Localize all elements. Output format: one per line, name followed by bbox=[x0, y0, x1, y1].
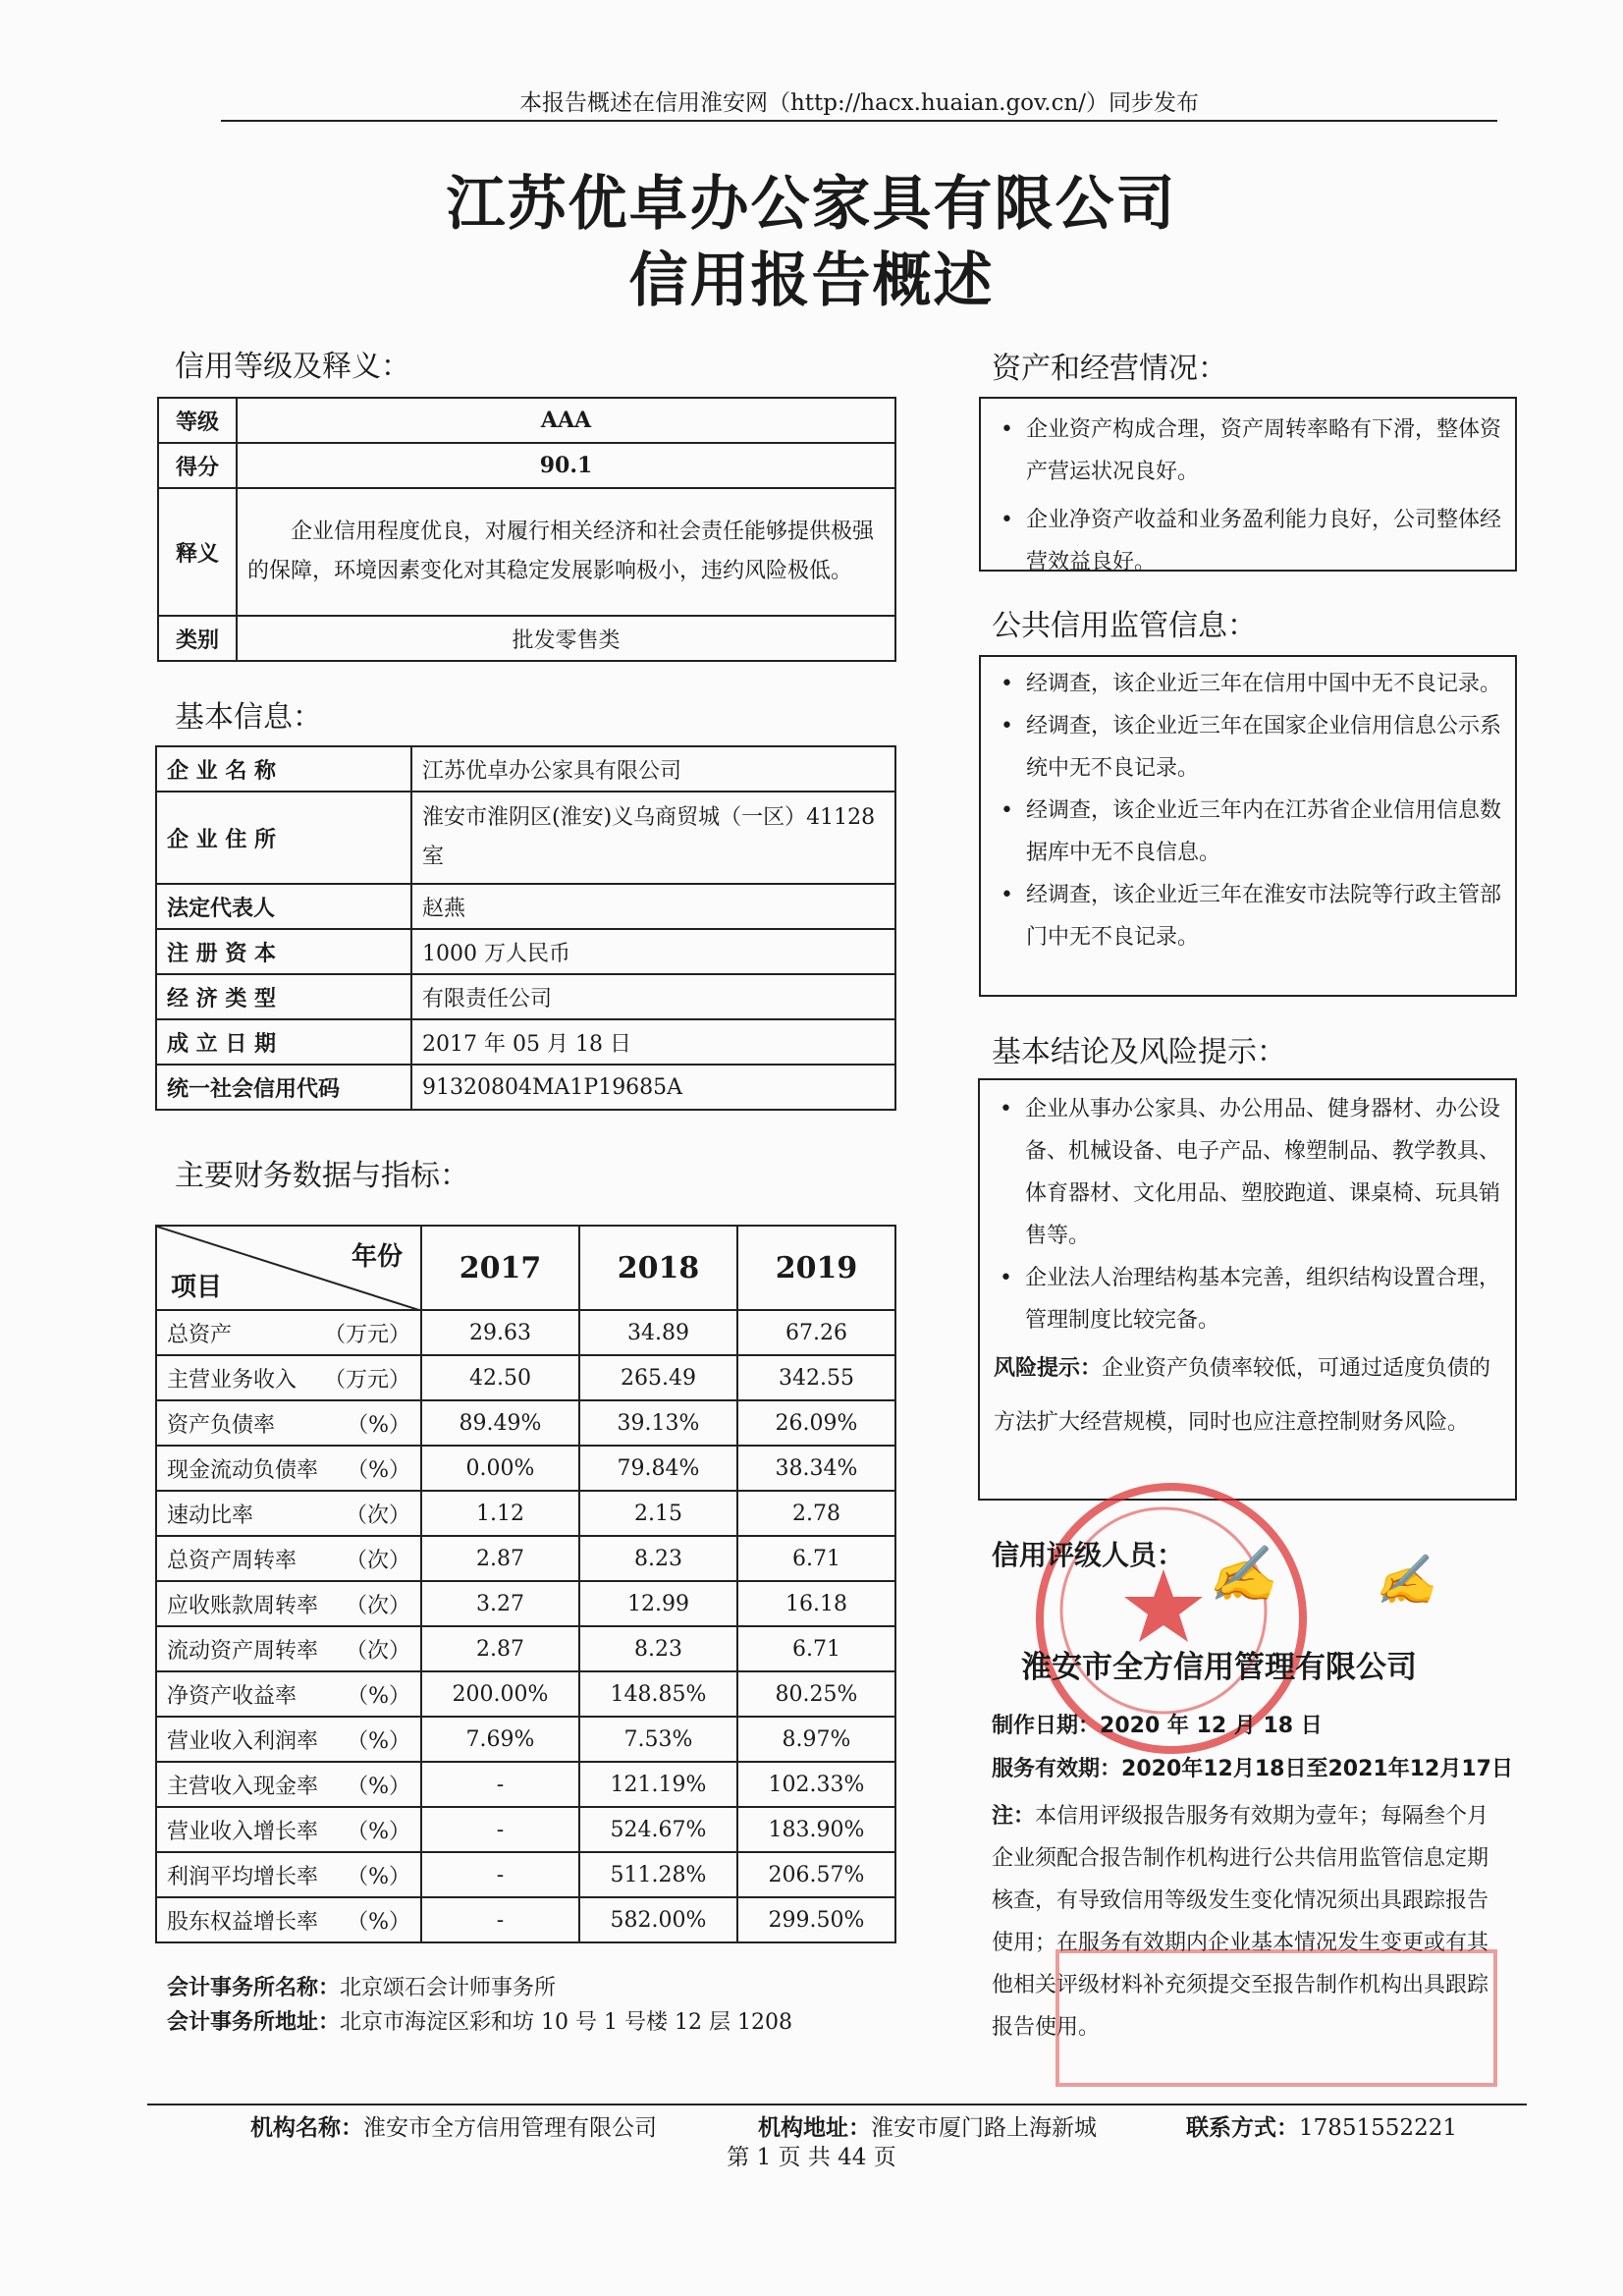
finance-value: 2.15 bbox=[579, 1491, 737, 1536]
note-text: 本信用评级报告服务有效期为壹年；每隔叁个月企业须配合报告制作机构进行公共信用监管信息定期核查，有导致信用等级发生变化情况须出具跟踪报告使用；在服务有效期内企业基本情况发生变更或有其他相关评级材料补充须提交至报告制作机构出具跟踪报告使用。 bbox=[992, 1804, 1489, 2040]
finance-corner-cell bbox=[156, 1226, 421, 1310]
risk-text-block bbox=[986, 1341, 1501, 1449]
table-row bbox=[156, 1536, 895, 1581]
table-row bbox=[156, 1852, 895, 1897]
validity-period: 2020年12月18日至2021年12月17日 bbox=[1121, 1757, 1513, 1781]
auditor-address: 北京市海淀区彩和坊 10 号 1 号楼 12 层 1208 bbox=[340, 2010, 792, 2035]
finance-item bbox=[156, 1852, 421, 1897]
basic-value: 有限责任公司 bbox=[411, 974, 895, 1019]
public-item: • 经调查，该企业近三年在淮安市法院等行政主管部门中无不良记录。 bbox=[987, 874, 1501, 958]
table-row bbox=[156, 1762, 895, 1807]
finance-item-name: 营业收入利润率 bbox=[167, 1728, 319, 1754]
table-row bbox=[156, 1807, 895, 1852]
finance-value: 89.49% bbox=[421, 1400, 579, 1446]
footer-rule bbox=[147, 2104, 1527, 2105]
finance-value: 12.99 bbox=[579, 1581, 737, 1626]
basic-value: 江苏优卓办公家具有限公司 bbox=[411, 746, 895, 792]
finance-item-name: 总资产周转率 bbox=[167, 1548, 298, 1573]
year-header: 2019 bbox=[737, 1226, 895, 1310]
basic-label: 统一社会信用代码 bbox=[156, 1065, 411, 1110]
assets-heading: 资产和经营情况： bbox=[992, 352, 1227, 386]
basic-label: 企 业 名 称 bbox=[156, 746, 411, 792]
finance-value: 42.50 bbox=[421, 1355, 579, 1400]
assets-box bbox=[979, 397, 1517, 572]
finance-item-name: 股东权益增长率 bbox=[167, 1909, 319, 1935]
production-date: 2020 年 12 月 18 日 bbox=[1100, 1714, 1323, 1738]
finance-value: 148.85% bbox=[579, 1671, 737, 1717]
finance-rows bbox=[156, 1310, 895, 1942]
validity-label: 服务有效期： bbox=[992, 1757, 1122, 1781]
grade-value: AAA bbox=[237, 398, 895, 443]
assets-item: • 企业净资产收益和业务盈利能力良好，公司整体经营效益良好。 bbox=[987, 499, 1501, 583]
grade-label: 等级 bbox=[158, 398, 237, 443]
production-date-line bbox=[992, 1709, 1323, 1739]
public-item: • 经调查，该企业近三年在国家企业信用信息公示系统中无不良记录。 bbox=[987, 705, 1501, 790]
finance-value: 0.00% bbox=[421, 1446, 579, 1491]
basic-heading: 基本信息： bbox=[175, 700, 322, 735]
footer-contact bbox=[1186, 2109, 1457, 2142]
table-row bbox=[156, 1671, 895, 1717]
finance-item bbox=[156, 1897, 421, 1942]
basic-label: 企 业 住 所 bbox=[156, 792, 411, 884]
finance-value: 6.71 bbox=[737, 1536, 895, 1581]
finance-value: 80.25% bbox=[737, 1671, 895, 1717]
page-number: 第 1 页 共 44 页 bbox=[727, 2145, 896, 2170]
finance-heading: 主要财务数据与指标： bbox=[175, 1159, 469, 1193]
footer-contact-value: 17851552221 bbox=[1299, 2115, 1457, 2141]
score-value: 90.1 bbox=[237, 443, 895, 488]
finance-value: - bbox=[421, 1897, 579, 1942]
finance-item-name: 资产负债率 bbox=[167, 1412, 276, 1438]
production-date-label: 制作日期： bbox=[992, 1714, 1101, 1738]
auditor-name-label: 会计事务所名称： bbox=[167, 1976, 341, 2000]
basic-value: 91320804MA1P19685A bbox=[411, 1065, 895, 1110]
rating-table bbox=[157, 397, 896, 662]
finance-item-unit: （%） bbox=[347, 1774, 410, 1799]
finance-item-unit: （%） bbox=[347, 1683, 410, 1709]
corner-item-label: 项目 bbox=[171, 1273, 223, 1302]
table-row bbox=[156, 1626, 895, 1671]
finance-value: 34.89 bbox=[579, 1310, 737, 1355]
category-value: 批发零售类 bbox=[237, 616, 895, 661]
public-box bbox=[979, 655, 1517, 997]
finance-value: - bbox=[421, 1807, 579, 1852]
basic-value: 1000 万人民币 bbox=[411, 929, 895, 974]
finance-value: 79.84% bbox=[579, 1446, 737, 1491]
finance-value: 102.33% bbox=[737, 1762, 895, 1807]
basic-label: 经 济 类 型 bbox=[156, 974, 411, 1019]
table-row bbox=[156, 1310, 895, 1355]
basic-label: 法定代表人 bbox=[156, 884, 411, 929]
rating-heading: 信用等级及释义： bbox=[175, 350, 410, 384]
basic-label: 注 册 资 本 bbox=[156, 929, 411, 974]
basic-value: 淮安市淮阴区(淮安)义乌商贸城（一区）41128 室 bbox=[411, 792, 895, 884]
basic-value: 赵燕 bbox=[411, 884, 895, 929]
public-item: • 经调查，该企业近三年在信用中国中无不良记录。 bbox=[987, 663, 1501, 705]
footer-contact-label: 联系方式： bbox=[1186, 2115, 1299, 2141]
header-note: 本报告概述在信用淮安网（http://hacx.huaian.gov.cn/）同步发布 bbox=[518, 90, 1200, 116]
basic-table bbox=[155, 745, 896, 1111]
finance-value: 7.53% bbox=[579, 1717, 737, 1762]
rater-signature-1: ✍ bbox=[1208, 1543, 1276, 1607]
finance-item-name: 净资产收益率 bbox=[167, 1683, 298, 1709]
finance-item-name: 主营收入现金率 bbox=[167, 1774, 319, 1799]
finance-value: 511.28% bbox=[579, 1852, 737, 1897]
finance-item bbox=[156, 1762, 421, 1807]
category-label: 类别 bbox=[158, 616, 237, 661]
finance-value: 6.71 bbox=[737, 1626, 895, 1671]
corner-year-label: 年份 bbox=[351, 1242, 403, 1272]
finance-value: 582.00% bbox=[579, 1897, 737, 1942]
seal-star-icon bbox=[1044, 1491, 1283, 1730]
note-label: 注： bbox=[992, 1804, 1036, 1829]
finance-item-name: 主营业务收入 bbox=[167, 1367, 298, 1393]
finance-value: 67.26 bbox=[737, 1310, 895, 1355]
finance-item bbox=[156, 1355, 421, 1400]
finance-value: 16.18 bbox=[737, 1581, 895, 1626]
finance-item-unit: （次） bbox=[345, 1638, 410, 1664]
finance-item bbox=[156, 1626, 421, 1671]
finance-value: - bbox=[421, 1762, 579, 1807]
auditor-name: 北京颂石会计师事务所 bbox=[340, 1976, 557, 2000]
conclusion-item: • 企业法人治理结构基本完善，组织结构设置合理，管理制度比较完备。 bbox=[986, 1257, 1501, 1341]
finance-value: 39.13% bbox=[579, 1400, 737, 1446]
finance-value: 3.27 bbox=[421, 1581, 579, 1626]
footer-org-value: 淮安市全方信用管理有限公司 bbox=[363, 2115, 657, 2141]
finance-item-name: 现金流动负债率 bbox=[167, 1457, 319, 1483]
footer-addr-label: 机构地址： bbox=[758, 2115, 871, 2141]
footer-addr-value: 淮安市厦门路上海新城 bbox=[871, 2115, 1097, 2141]
public-item: • 经调查，该企业近三年内在江苏省企业信用信息数据库中无不良信息。 bbox=[987, 790, 1501, 874]
finance-item-unit: （%） bbox=[347, 1457, 410, 1483]
finance-item-unit: （次） bbox=[345, 1593, 410, 1618]
finance-item-name: 流动资产周转率 bbox=[167, 1638, 319, 1664]
basic-value: 2017 年 05 月 18 日 bbox=[411, 1019, 895, 1065]
finance-item bbox=[156, 1671, 421, 1717]
footer-addr bbox=[758, 2109, 1097, 2142]
risk-label: 风险提示： bbox=[994, 1356, 1103, 1381]
meaning-text: 企业信用程度优良，对履行相关经济和社会责任能够提供极强的保障，环境因素变化对其稳定发展影响极小，违约风险极低。 bbox=[237, 488, 895, 616]
finance-table bbox=[155, 1225, 896, 1943]
finance-item-unit: （万元） bbox=[323, 1367, 410, 1393]
finance-value: 524.67% bbox=[579, 1807, 737, 1852]
finance-item-name: 营业收入增长率 bbox=[167, 1819, 319, 1844]
company-title: 江苏优卓办公家具有限公司 bbox=[446, 170, 1177, 239]
finance-item-unit: （%） bbox=[347, 1909, 410, 1935]
finance-item-name: 利润平均增长率 bbox=[167, 1864, 319, 1889]
finance-value: 38.34% bbox=[737, 1446, 895, 1491]
finance-item bbox=[156, 1717, 421, 1762]
finance-item bbox=[156, 1536, 421, 1581]
finance-value: - bbox=[421, 1852, 579, 1897]
finance-value: 26.09% bbox=[737, 1400, 895, 1446]
risk-text: 企业资产负债率较低，可通过适度负债的方法扩大经营规模，同时也应注意控制财务风险。 bbox=[994, 1356, 1491, 1435]
finance-item bbox=[156, 1581, 421, 1626]
conclusion-heading: 基本结论及风险提示： bbox=[992, 1035, 1286, 1069]
finance-value: 8.23 bbox=[579, 1626, 737, 1671]
meaning-label: 释义 bbox=[158, 488, 237, 616]
score-label: 得分 bbox=[158, 443, 237, 488]
header-rule bbox=[221, 120, 1497, 122]
table-row bbox=[156, 1897, 895, 1942]
report-title: 信用报告概述 bbox=[628, 246, 995, 315]
finance-value: 200.00% bbox=[421, 1671, 579, 1717]
table-row bbox=[156, 1400, 895, 1446]
finance-item-name: 应收账款周转率 bbox=[167, 1593, 319, 1618]
rater-company: 淮安市全方信用管理有限公司 bbox=[1021, 1650, 1417, 1685]
finance-item-unit: （%） bbox=[347, 1864, 410, 1889]
finance-value: 8.23 bbox=[579, 1536, 737, 1581]
finance-value: 29.63 bbox=[421, 1310, 579, 1355]
assets-item: • 企业资产构成合理，资产周转率略有下滑，整体资产营运状况良好。 bbox=[987, 409, 1501, 493]
finance-item-unit: （万元） bbox=[323, 1322, 410, 1347]
finance-value: 1.12 bbox=[421, 1491, 579, 1536]
contact-stamp bbox=[1055, 1949, 1497, 2087]
finance-item bbox=[156, 1400, 421, 1446]
finance-item-unit: （%） bbox=[347, 1819, 410, 1844]
raters-label: 信用评级人员： bbox=[992, 1539, 1185, 1571]
table-row bbox=[156, 1491, 895, 1536]
auditor-address-label: 会计事务所地址： bbox=[167, 2010, 341, 2035]
finance-value: 2.87 bbox=[421, 1626, 579, 1671]
conclusion-box bbox=[978, 1078, 1517, 1501]
footer-org-label: 机构名称： bbox=[250, 2115, 363, 2141]
basic-label: 成 立 日 期 bbox=[156, 1019, 411, 1065]
finance-value: 8.97% bbox=[737, 1717, 895, 1762]
finance-item bbox=[156, 1491, 421, 1536]
auditor-address-line bbox=[167, 2005, 792, 2036]
finance-item-unit: （次） bbox=[345, 1503, 410, 1528]
finance-item-unit: （次） bbox=[345, 1548, 410, 1573]
year-header: 2018 bbox=[579, 1226, 737, 1310]
finance-item-name: 速动比率 bbox=[167, 1503, 254, 1528]
footer-org bbox=[250, 2109, 657, 2142]
finance-value: 342.55 bbox=[737, 1355, 895, 1400]
finance-value: 7.69% bbox=[421, 1717, 579, 1762]
finance-value: 2.87 bbox=[421, 1536, 579, 1581]
conclusion-item: • 企业从事办公家具、办公用品、健身器材、办公设备、机械设备、电子产品、橡塑制品、教学教具、体育器材、文化用品、塑胶跑道、课桌椅、玩具销售等。 bbox=[986, 1088, 1501, 1257]
finance-item-name: 总资产 bbox=[167, 1322, 233, 1347]
table-row bbox=[156, 1717, 895, 1762]
finance-item-unit: （%） bbox=[347, 1412, 410, 1438]
finance-item bbox=[156, 1807, 421, 1852]
table-row bbox=[156, 1446, 895, 1491]
public-heading: 公共信用监管信息： bbox=[992, 609, 1257, 643]
finance-item bbox=[156, 1310, 421, 1355]
table-row bbox=[156, 1355, 895, 1400]
finance-value: 121.19% bbox=[579, 1762, 737, 1807]
finance-item-unit: （%） bbox=[347, 1728, 410, 1754]
finance-value: 299.50% bbox=[737, 1897, 895, 1942]
finance-value: 183.90% bbox=[737, 1807, 895, 1852]
auditor-name-line bbox=[167, 1971, 556, 2001]
year-header: 2017 bbox=[421, 1226, 579, 1310]
finance-value: 265.49 bbox=[579, 1355, 737, 1400]
rater-signature-2: ✍ bbox=[1375, 1552, 1436, 1609]
finance-item bbox=[156, 1446, 421, 1491]
validity-line bbox=[992, 1752, 1513, 1782]
finance-value: 206.57% bbox=[737, 1852, 895, 1897]
finance-value: 2.78 bbox=[737, 1491, 895, 1536]
table-row bbox=[156, 1581, 895, 1626]
